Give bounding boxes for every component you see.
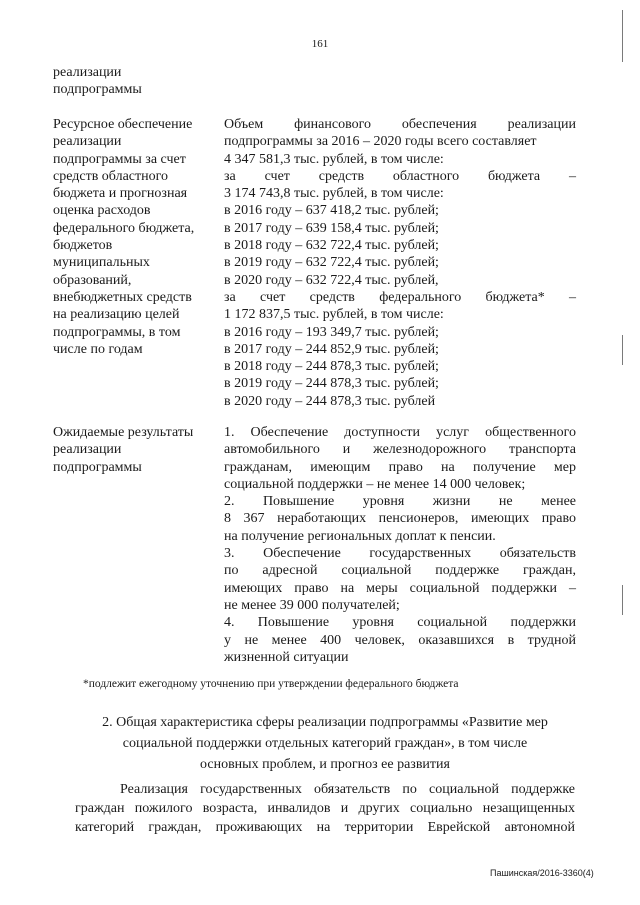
paragraph-line: Реализация государственных обязательств по социальной поддержке (120, 782, 575, 797)
footnote: *подлежит ежегодному уточнению при утверждении федерального бюджета (83, 678, 459, 690)
label-line: средств областного (53, 168, 169, 184)
content-line: в 2017 году – 244 852,9 тыс. рублей; (224, 341, 439, 357)
label-line: реализации (53, 442, 122, 458)
heading-line: 2. Общая характеристика сферы реализации подпрограммы «Развитие мер (102, 715, 548, 730)
content-line: 1 172 837,5 тыс. рублей, в том числе: (224, 307, 444, 323)
label-line: реализации (53, 65, 122, 80)
label-line: Ожидаемые результаты (53, 425, 194, 440)
label-line: подпрограммы за счет (53, 151, 186, 167)
content-line: Объем финансового обеспечения реализации (224, 117, 576, 132)
label-line: оценка расходов (53, 203, 151, 219)
row-label-results (53, 424, 218, 476)
page-number: 161 (311, 38, 329, 50)
content-line: у не менее 400 человек, оказавшихся в трудной (224, 632, 576, 648)
section-heading (60, 712, 590, 775)
content-line: по адресной социальной поддержке граждан, (224, 563, 576, 579)
label-line: образований, (53, 272, 132, 288)
content-line: в 2018 году – 244 878,3 тыс. рублей; (224, 359, 439, 375)
row-content-results (224, 424, 576, 666)
paragraph-line: категорий граждан, проживающих на территории Еврейской автономной (75, 820, 575, 835)
scan-edge-mark (622, 335, 623, 365)
row-content-resources (224, 116, 576, 410)
label-line: числе по годам (53, 341, 143, 357)
label-line: подпрограммы, в том (53, 324, 181, 340)
scan-edge-mark (622, 10, 623, 62)
content-line: 4 347 581,3 тыс. рублей, в том числе: (224, 151, 444, 167)
content-line: 1. Обеспечение доступности услуг общественного (224, 425, 576, 440)
content-line: в 2020 году – 244 878,3 тыс. рублей (224, 393, 436, 409)
heading-line: основных проблем, и прогноз ее развития (200, 757, 450, 772)
content-line: в 2018 году – 632 722,4 тыс. рублей; (224, 238, 439, 254)
label-line: подпрограммы (53, 82, 142, 98)
label-line: внебюджетных средств (53, 289, 192, 305)
content-line: 2. Повышение уровня жизни не менее (224, 494, 576, 510)
content-line: подпрограммы за 2016 – 2020 годы всего составляет (224, 134, 537, 150)
content-line: за счет средств федерального бюджета* – (224, 289, 576, 305)
label-line: Ресурсное обеспечение (53, 117, 193, 132)
label-line: на реализацию целей (53, 307, 180, 323)
content-line: в 2016 году – 193 349,7 тыс. рублей; (224, 324, 439, 340)
content-line: имеющих право на меры социальной поддержки – (224, 580, 576, 596)
label-line: подпрограммы (53, 459, 142, 475)
label-line: реализации (53, 134, 122, 150)
content-line: на получение региональных доплат к пенсии. (224, 528, 496, 544)
document-stamp: Пашинская/2016-3360(4) (490, 868, 594, 878)
content-line: в 2016 году – 637 418,2 тыс. рублей; (224, 203, 439, 219)
row-label-resources (53, 116, 218, 358)
paragraph-line: граждан пожилого возраста, инвалидов и других социально незащищенных (75, 801, 575, 816)
content-line: в 2019 году – 632 722,4 тыс. рублей; (224, 255, 439, 271)
label-line: бюджетов (53, 238, 113, 254)
content-line: в 2017 году – 639 158,4 тыс. рублей; (224, 220, 439, 236)
body-paragraph (75, 780, 575, 837)
heading-line: социальной поддержки отдельных категорий граждан», в том числе (122, 736, 528, 751)
content-line: за счет средств областного бюджета – (224, 168, 576, 184)
content-line: 4. Повышение уровня социальной поддержки (224, 615, 576, 631)
label-line: бюджета и прогнозная (53, 186, 188, 202)
row-label-continued (53, 64, 218, 99)
content-line: в 2020 году – 632 722,4 тыс. рублей, (224, 272, 439, 288)
scan-edge-mark (622, 585, 623, 615)
label-line: федерального бюджета, (53, 220, 195, 236)
content-line: не менее 39 000 получателей; (224, 597, 400, 613)
content-line: гражданам, имеющим право на получение мер (224, 459, 576, 475)
content-line: 8 367 неработающих пенсионеров, имеющих право (224, 511, 576, 527)
content-line: 3. Обеспечение государственных обязательств (224, 546, 576, 562)
content-line: в 2019 году – 244 878,3 тыс. рублей; (224, 376, 439, 392)
label-line: муниципальных (53, 255, 150, 271)
content-line: жизненной ситуации (224, 649, 349, 665)
content-line: автомобильного и железнодорожного транспорта (224, 442, 576, 458)
content-line: 3 174 743,8 тыс. рублей, в том числе: (224, 186, 444, 202)
content-line: социальной поддержки – не менее 14 000 человек; (224, 476, 526, 492)
